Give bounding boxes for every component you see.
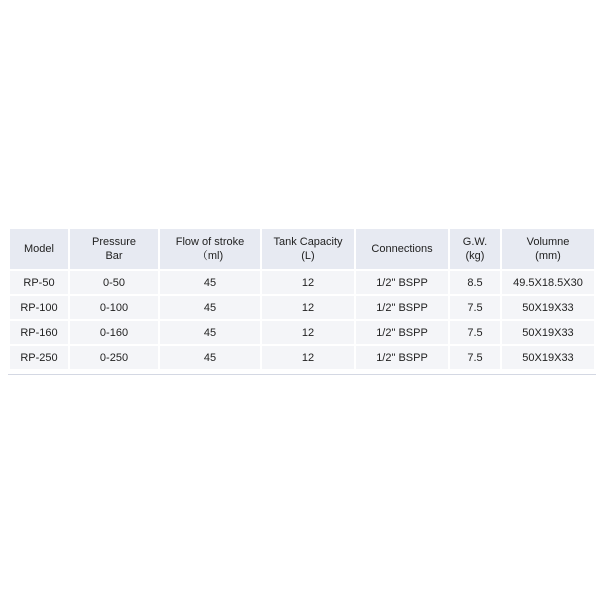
header-row xyxy=(10,229,594,269)
cell-tank: 12 xyxy=(262,346,354,369)
cell-volume: 49.5X18.5X30 xyxy=(502,271,594,294)
cell-weight: 7.5 xyxy=(450,296,500,319)
table-row xyxy=(10,296,594,319)
cell-connections: 1/2" BSPP xyxy=(356,346,448,369)
table-row xyxy=(10,271,594,294)
cell-weight: 7.5 xyxy=(450,346,500,369)
cell-weight: 8.5 xyxy=(450,271,500,294)
cell-model: RP-100 xyxy=(10,296,68,319)
header-tank-capacity: Tank Capacity (L) xyxy=(262,229,354,269)
cell-volume: 50X19X33 xyxy=(502,296,594,319)
table-body xyxy=(10,271,594,369)
cell-model: RP-50 xyxy=(10,271,68,294)
header-volume: Volumne (mm) xyxy=(502,229,594,269)
cell-flow: 45 xyxy=(160,296,260,319)
header-flow-of-stroke: Flow of stroke （ml) xyxy=(160,229,260,269)
cell-volume: 50X19X33 xyxy=(502,346,594,369)
cell-weight: 7.5 xyxy=(450,321,500,344)
cell-flow: 45 xyxy=(160,346,260,369)
spec-table xyxy=(8,227,596,371)
cell-connections: 1/2" BSPP xyxy=(356,296,448,319)
cell-volume: 50X19X33 xyxy=(502,321,594,344)
table-row xyxy=(10,346,594,369)
table-header xyxy=(10,229,594,269)
cell-tank: 12 xyxy=(262,321,354,344)
cell-connections: 1/2" BSPP xyxy=(356,271,448,294)
cell-flow: 45 xyxy=(160,271,260,294)
cell-tank: 12 xyxy=(262,271,354,294)
cell-connections: 1/2" BSPP xyxy=(356,321,448,344)
table-row xyxy=(10,321,594,344)
header-gross-weight: G.W. (kg) xyxy=(450,229,500,269)
header-connections: Connections xyxy=(356,229,448,269)
cell-pressure: 0-250 xyxy=(70,346,158,369)
header-model: Model xyxy=(10,229,68,269)
header-pressure: Pressure Bar xyxy=(70,229,158,269)
cell-model: RP-250 xyxy=(10,346,68,369)
table-bottom-rule xyxy=(8,374,596,375)
cell-pressure: 0-160 xyxy=(70,321,158,344)
cell-flow: 45 xyxy=(160,321,260,344)
cell-tank: 12 xyxy=(262,296,354,319)
cell-model: RP-160 xyxy=(10,321,68,344)
cell-pressure: 0-100 xyxy=(70,296,158,319)
cell-pressure: 0-50 xyxy=(70,271,158,294)
